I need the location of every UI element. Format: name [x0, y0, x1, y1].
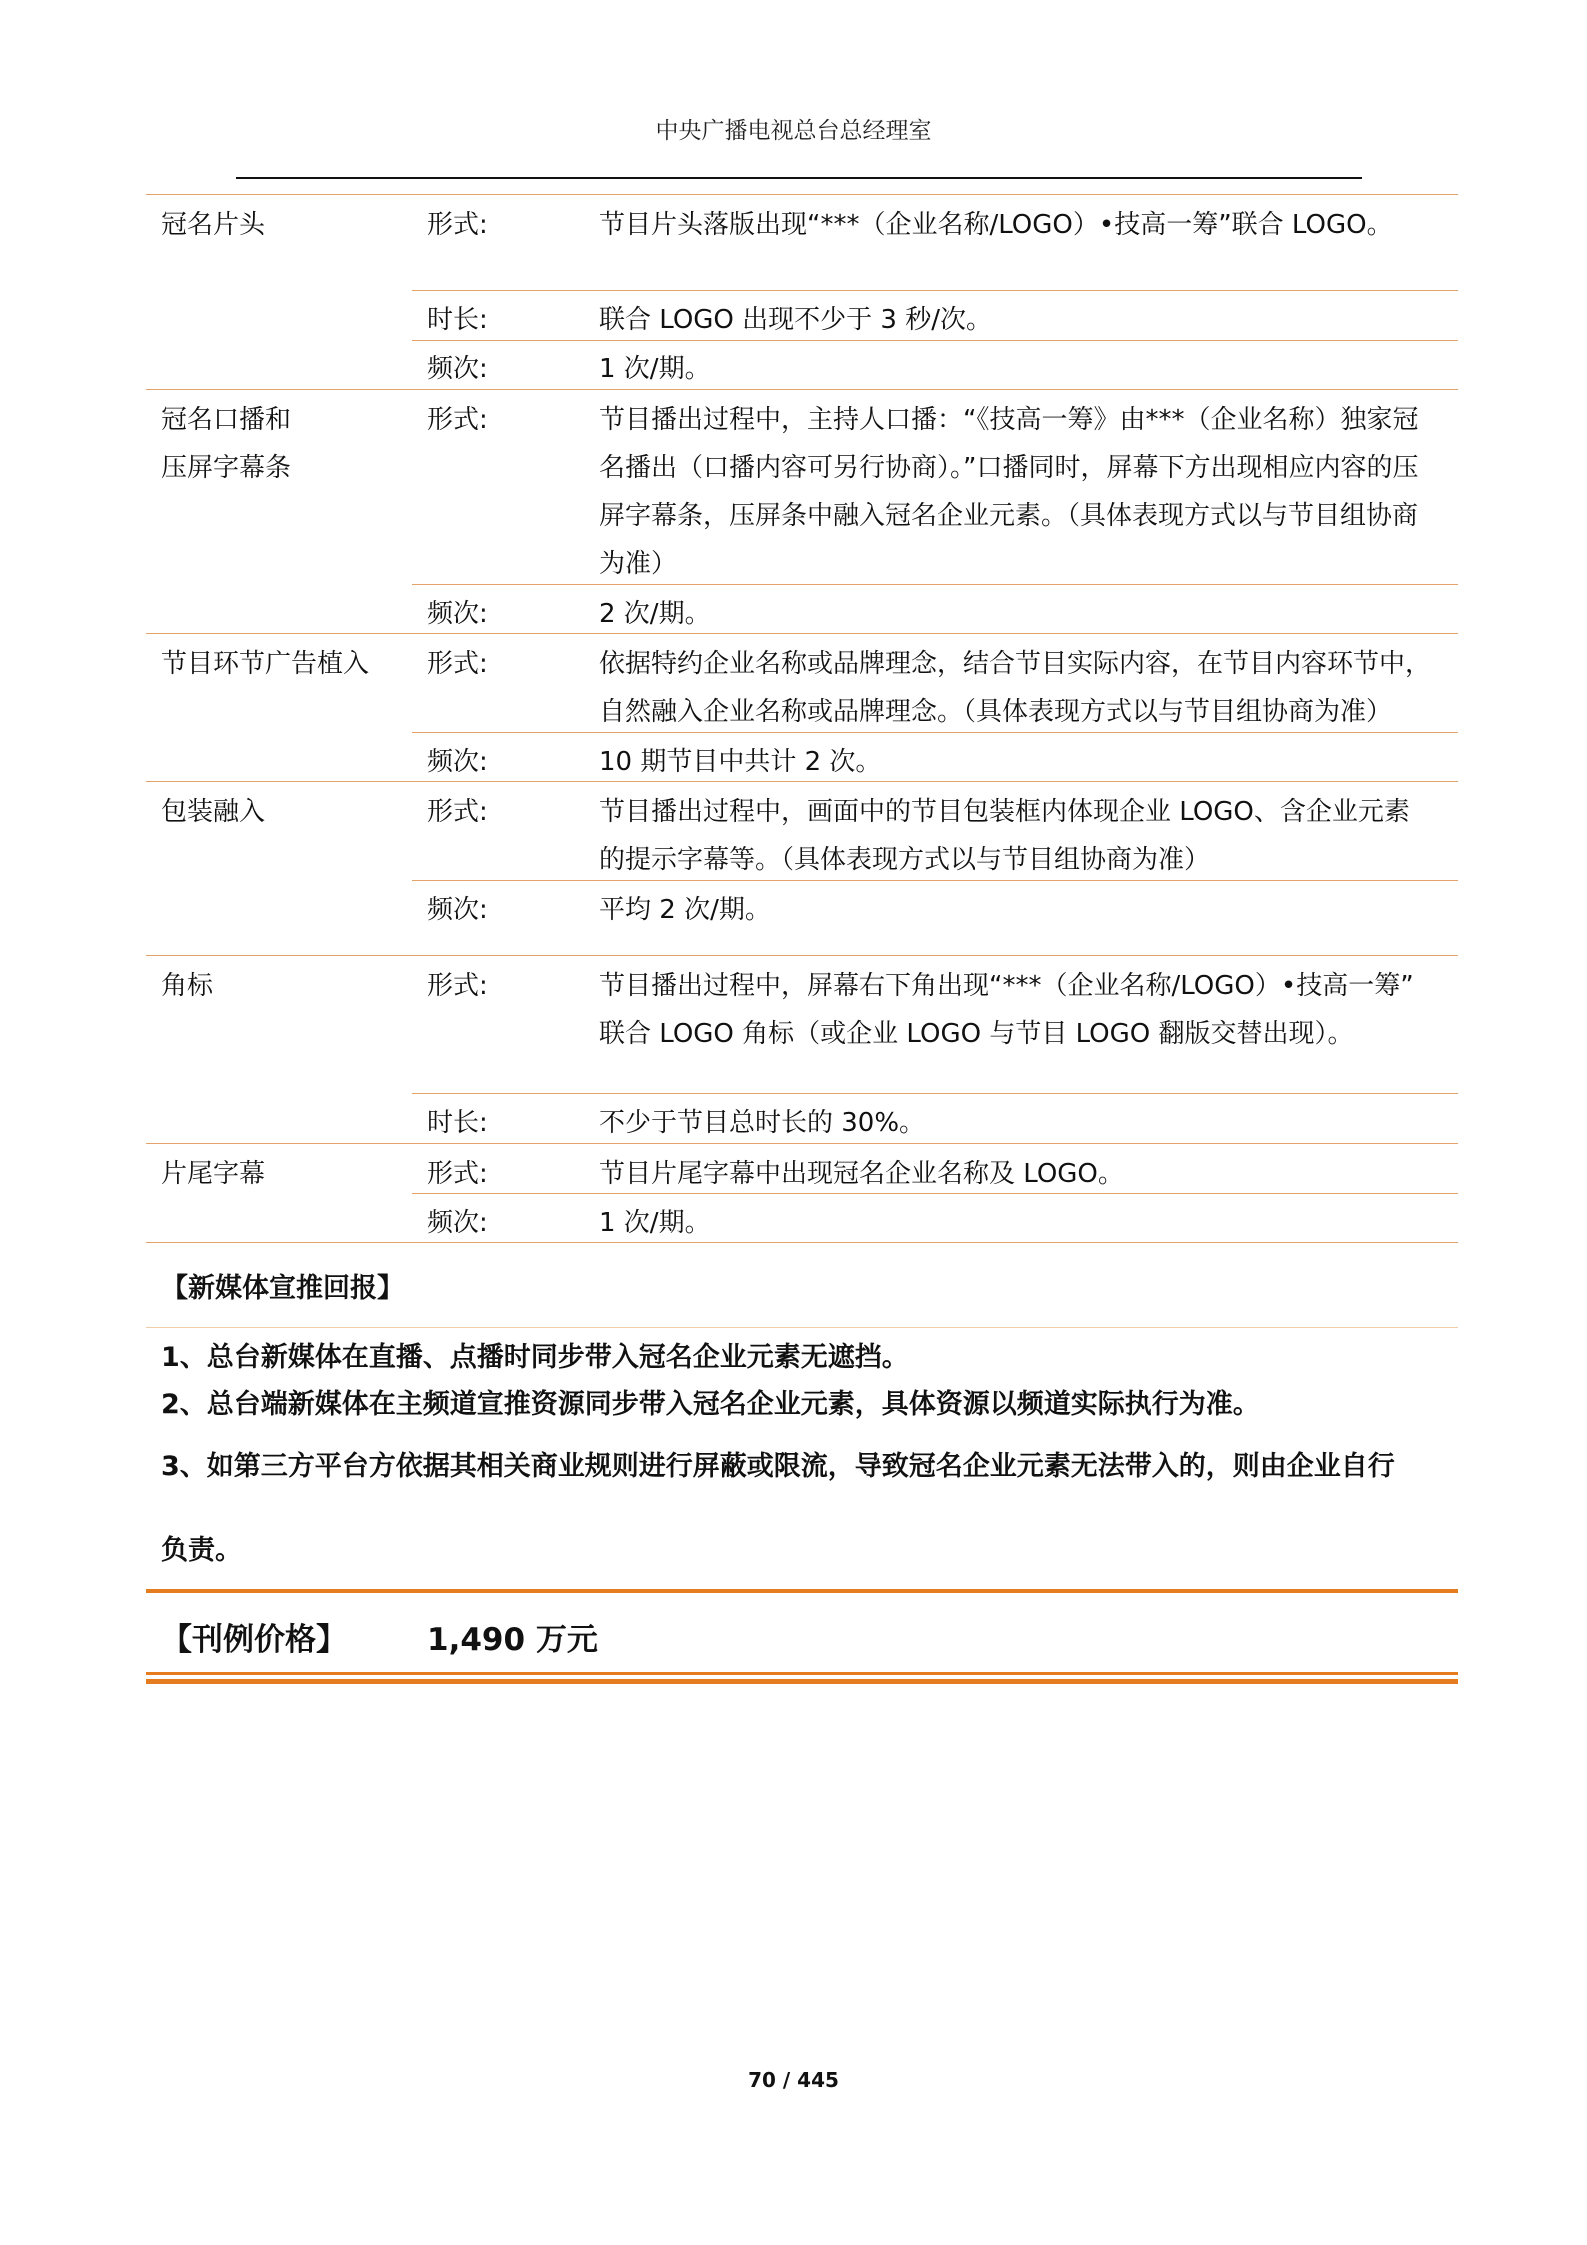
price-bottom-rule-double	[146, 1679, 1458, 1684]
row-divider	[146, 955, 1458, 956]
page-header: 中央广播电视总台总经理室	[655, 118, 932, 144]
row-divider	[146, 1143, 1458, 1144]
row-category: 冠名口播和	[161, 405, 292, 435]
new-media-item: 3、如第三方平台方依据其相关商业规则进行屏蔽或限流，导致冠名企业元素无法带入的，则由企业自行	[161, 1451, 1395, 1482]
item-text-line: 联合 LOGO 角标（或企业 LOGO 与节目 LOGO 翻版交替出现）。	[599, 1019, 1354, 1049]
row-divider	[146, 781, 1458, 782]
row-divider	[146, 633, 1458, 634]
row-category: 压屏字幕条	[161, 453, 292, 483]
item-text-line: 节目播出过程中，主持人口播：“《技高一筹》由***（企业名称）独家冠	[599, 405, 1419, 435]
new-media-title: 【新媒体宣推回报】	[161, 1273, 404, 1304]
item-label: 形式:	[427, 210, 488, 240]
row-divider	[146, 1242, 1458, 1243]
item-label: 频次:	[427, 895, 488, 925]
item-text-line: 节目播出过程中，屏幕右下角出现“***（企业名称/LOGO）•技高一筹”	[599, 971, 1414, 1001]
item-label: 形式:	[427, 797, 488, 827]
item-label: 形式:	[427, 971, 488, 1001]
item-text: 平均 2 次/期。	[599, 895, 771, 925]
item-label: 频次:	[427, 354, 488, 384]
item-text: 10 期节目中共计 2 次。	[599, 747, 882, 777]
item-text-line: 自然融入企业名称或品牌理念。（具体表现方式以与节目组协商为准）	[599, 697, 1393, 727]
item-label: 时长:	[427, 305, 488, 335]
item-text: 节目片头落版出现“***（企业名称/LOGO）•技高一筹”联合 LOGO。	[599, 210, 1393, 240]
item-text-line: 节目播出过程中，画面中的节目包装框内体现企业 LOGO、含企业元素	[599, 797, 1410, 827]
row-divider	[146, 389, 1458, 390]
item-text-line: 的提示字幕等。（具体表现方式以与节目组协商为准）	[599, 845, 1211, 875]
item-label: 频次:	[427, 599, 488, 629]
item-divider	[412, 1093, 1458, 1094]
item-text: 1 次/期。	[599, 1208, 711, 1238]
price-bottom-rule	[146, 1672, 1458, 1675]
item-text-line: 为准）	[599, 549, 678, 579]
item-text: 不少于节目总时长的 30%。	[599, 1108, 926, 1138]
row-category: 角标	[161, 971, 214, 1001]
row-category: 片尾字幕	[161, 1159, 266, 1189]
row-divider	[146, 194, 1458, 195]
item-divider	[412, 1193, 1458, 1194]
item-text: 联合 LOGO 出现不少于 3 秒/次。	[599, 305, 992, 335]
new-media-item: 2、总台端新媒体在主频道宣推资源同步带入冠名企业元素，具体资源以频道实际执行为准。	[161, 1389, 1260, 1420]
item-divider	[412, 732, 1458, 733]
item-text-line: 依据特约企业名称或品牌理念，结合节目实际内容，在节目内容环节中，	[599, 649, 1432, 679]
item-text-line: 名播出（口播内容可另行协商）。”口播同时，屏幕下方出现相应内容的压	[599, 453, 1419, 483]
item-text-line: 屏字幕条，压屏条中融入冠名企业元素。（具体表现方式以与节目组协商	[599, 501, 1419, 531]
price-top-rule	[146, 1589, 1458, 1593]
item-divider	[412, 584, 1458, 585]
item-label: 频次:	[427, 747, 488, 777]
row-category: 节目环节广告植入	[161, 649, 370, 679]
new-media-item: 1、总台新媒体在直播、点播时同步带入冠名企业元素无遮挡。	[161, 1342, 909, 1373]
item-text: 2 次/期。	[599, 599, 711, 629]
price-value: 1,490 万元	[427, 1622, 598, 1658]
item-label: 形式:	[427, 1159, 488, 1189]
item-divider	[412, 340, 1458, 341]
item-label: 频次:	[427, 1208, 488, 1238]
new-media-item-continuation: 负责。	[161, 1535, 242, 1566]
page-number: 70 / 445	[748, 2068, 839, 2092]
item-text: 1 次/期。	[599, 354, 711, 384]
item-label: 时长:	[427, 1108, 488, 1138]
item-divider	[412, 290, 1458, 291]
row-category: 包装融入	[161, 797, 266, 827]
row-category: 冠名片头	[161, 210, 266, 240]
item-label: 形式:	[427, 405, 488, 435]
item-divider	[412, 880, 1458, 881]
price-label: 【刊例价格】	[161, 1622, 347, 1658]
item-label: 形式:	[427, 649, 488, 679]
section-divider	[146, 1327, 1458, 1328]
item-text: 节目片尾字幕中出现冠名企业名称及 LOGO。	[599, 1159, 1124, 1189]
header-rule	[236, 177, 1362, 179]
